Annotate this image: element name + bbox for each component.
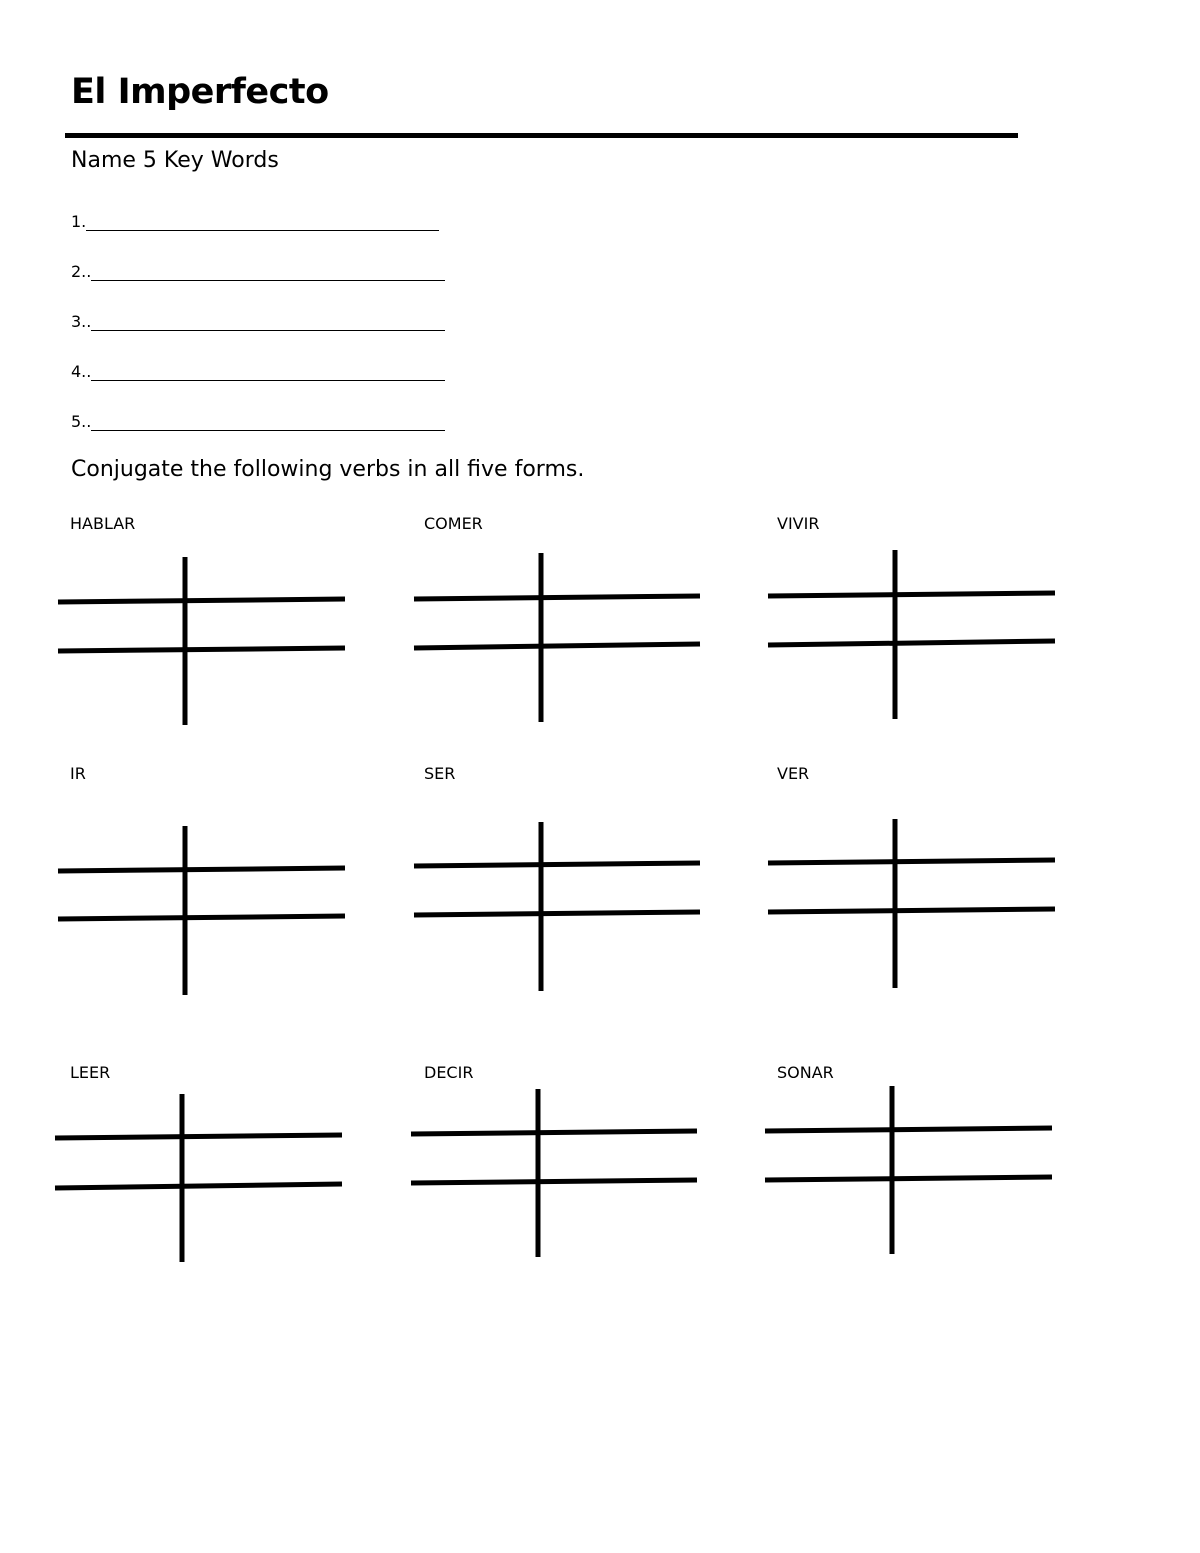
key-word-number: 4.. bbox=[71, 362, 92, 381]
key-word-blank[interactable] bbox=[91, 410, 445, 431]
key-word-line-5[interactable] bbox=[71, 405, 445, 431]
key-word-blank[interactable] bbox=[91, 360, 445, 381]
key-word-line-2[interactable] bbox=[71, 255, 445, 281]
conjugation-grid-decir[interactable] bbox=[411, 1089, 697, 1257]
key-word-blank[interactable] bbox=[91, 310, 445, 331]
conjugation-grid-comer[interactable] bbox=[414, 553, 700, 722]
key-word-line-3[interactable] bbox=[71, 305, 445, 331]
conjugation-grid-ser[interactable] bbox=[414, 822, 700, 991]
key-word-line-4[interactable] bbox=[71, 355, 445, 381]
conjugation-grid-ver[interactable] bbox=[768, 819, 1055, 988]
key-word-number: 1. bbox=[71, 212, 87, 231]
verb-label-ir: IR bbox=[70, 764, 86, 783]
conjugation-grid-hablar[interactable] bbox=[58, 557, 345, 725]
title-divider bbox=[65, 133, 1018, 138]
page-title: El Imperfecto bbox=[71, 72, 329, 112]
conjugation-grid-sonar[interactable] bbox=[765, 1086, 1052, 1254]
verb-label-leer: LEER bbox=[70, 1063, 111, 1082]
key-word-number: 3.. bbox=[71, 312, 92, 331]
key-word-blank[interactable] bbox=[91, 260, 445, 281]
key-word-line-1[interactable] bbox=[71, 205, 439, 231]
key-word-blank[interactable] bbox=[86, 210, 439, 231]
conjugation-grid-leer[interactable] bbox=[55, 1094, 342, 1262]
verb-label-ver: VER bbox=[777, 764, 810, 783]
verb-label-decir: DECIR bbox=[424, 1063, 474, 1082]
verb-label-sonar: SONAR bbox=[777, 1063, 834, 1082]
key-word-number: 5.. bbox=[71, 412, 92, 431]
conjugation-instructions: Conjugate the following verbs in all five forms. bbox=[71, 457, 585, 482]
verb-label-hablar: HABLAR bbox=[70, 514, 136, 533]
key-words-heading: Name 5 Key Words bbox=[71, 148, 279, 173]
verb-label-vivir: VIVIR bbox=[777, 514, 820, 533]
conjugation-grid-ir[interactable] bbox=[58, 826, 345, 995]
verb-label-comer: COMER bbox=[424, 514, 483, 533]
verb-label-ser: SER bbox=[424, 764, 456, 783]
conjugation-grid-vivir[interactable] bbox=[768, 550, 1055, 719]
key-word-number: 2.. bbox=[71, 262, 92, 281]
